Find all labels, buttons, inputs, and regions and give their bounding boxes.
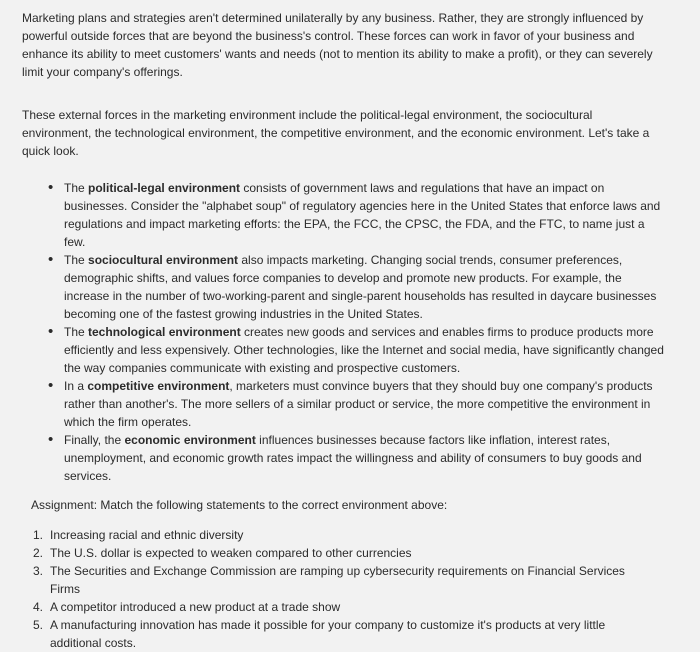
item-text-after: consists of government laws and regulations that have an impact on businesses. Consider the "alphabet soup" of regulatory agencies here in the United States that enforce laws and regulations and impact marketing efforts: the EPA, the FCC, the CPSC, the FDA, and the FTC, to name just a few.	[64, 181, 661, 249]
statement-text: Increasing racial and ethnic diversity	[50, 528, 244, 542]
bullet-icon: •	[48, 377, 54, 394]
list-item-economic	[44, 431, 664, 485]
list-item-political-legal	[44, 179, 664, 251]
item-text-after: also impacts marketing. Changing social trends, consumer preferences, demographic shifts, and values force companies to develop and promote new products. For example, the increase in the number of two-working-parent and single-parent households has resulted in daycare businesses becoming one of the fastest growing industries in the United States.	[64, 253, 657, 321]
term-sociocultural: sociocultural environment	[88, 253, 239, 267]
bullet-icon: •	[48, 431, 54, 448]
bullet-icon: •	[48, 323, 54, 340]
statement-item	[33, 526, 650, 544]
statement-number: 1.	[33, 528, 44, 542]
statement-number: 5.	[33, 618, 44, 632]
item-text-before: Finally, the	[64, 433, 125, 447]
item-text-before: The	[64, 325, 89, 339]
statement-item	[33, 544, 650, 562]
item-text-after: influences businesses because factors like inflation, interest rates, unemployment, and economic growth rates impact the willingness and ability of consumers to buy goods and services.	[64, 433, 642, 483]
list-item-sociocultural	[44, 251, 664, 323]
forces-list	[22, 179, 662, 485]
term-competitive: competitive environment	[87, 379, 230, 393]
external-forces-paragraph: These external forces in the marketing environment include the political-legal environment, the sociocultural environment, the technological environment, the competitive environment, and the economic environment. Let's take a quick look.	[22, 108, 650, 158]
statement-number: 3.	[33, 564, 44, 578]
intro-paragraph: Marketing plans and strategies aren't determined unilaterally by any business. Rather, they are strongly influenced by powerful outside forces that are beyond the business's control. These forces can work in favor of your business and enhance its ability to meet customers' wants and needs (not to mention its ability to make a profit), or they can severely limit your company's offerings.	[22, 11, 653, 79]
statements-list	[22, 526, 662, 652]
bullet-icon: •	[48, 251, 54, 268]
statement-text: The U.S. dollar is expected to weaken compared to other currencies	[50, 546, 412, 560]
term-political-legal: political-legal environment	[88, 181, 241, 195]
statement-item	[33, 562, 650, 598]
item-text-after: , marketers must convince buyers that they should buy one company's products rather than another's. The more sellers of a similar product or service, the more competitive the environment in which the firm operates.	[64, 379, 653, 429]
item-text-after: creates new goods and services and enables firms to produce products more efficiently and less expensively. Other technologies, like the Internet and social media, have significantly changed the way companies communicate with existing and prospective customers.	[64, 325, 664, 375]
statement-number: 2.	[33, 546, 44, 560]
statement-item	[33, 598, 650, 616]
assignment-heading: Assignment: Match the following statements to the correct environment above:	[31, 498, 448, 512]
list-item-competitive	[44, 377, 664, 431]
term-technological: technological environment	[88, 325, 241, 339]
statement-text: A manufacturing innovation has made it possible for your company to customize it's products at very little additional costs.	[50, 618, 606, 650]
bullet-icon: •	[48, 179, 54, 196]
item-text-before: The	[64, 253, 89, 267]
item-text-before: The	[64, 181, 89, 195]
list-item-technological	[44, 323, 664, 377]
item-text-before: In a	[64, 379, 88, 393]
statement-text: The Securities and Exchange Commission are ramping up cybersecurity requirements on Financial Services Firms	[50, 564, 625, 596]
statement-item	[33, 616, 650, 652]
statement-number: 4.	[33, 600, 44, 614]
statement-text: A competitor introduced a new product at a trade show	[50, 600, 341, 614]
term-economic: economic environment	[124, 433, 256, 447]
